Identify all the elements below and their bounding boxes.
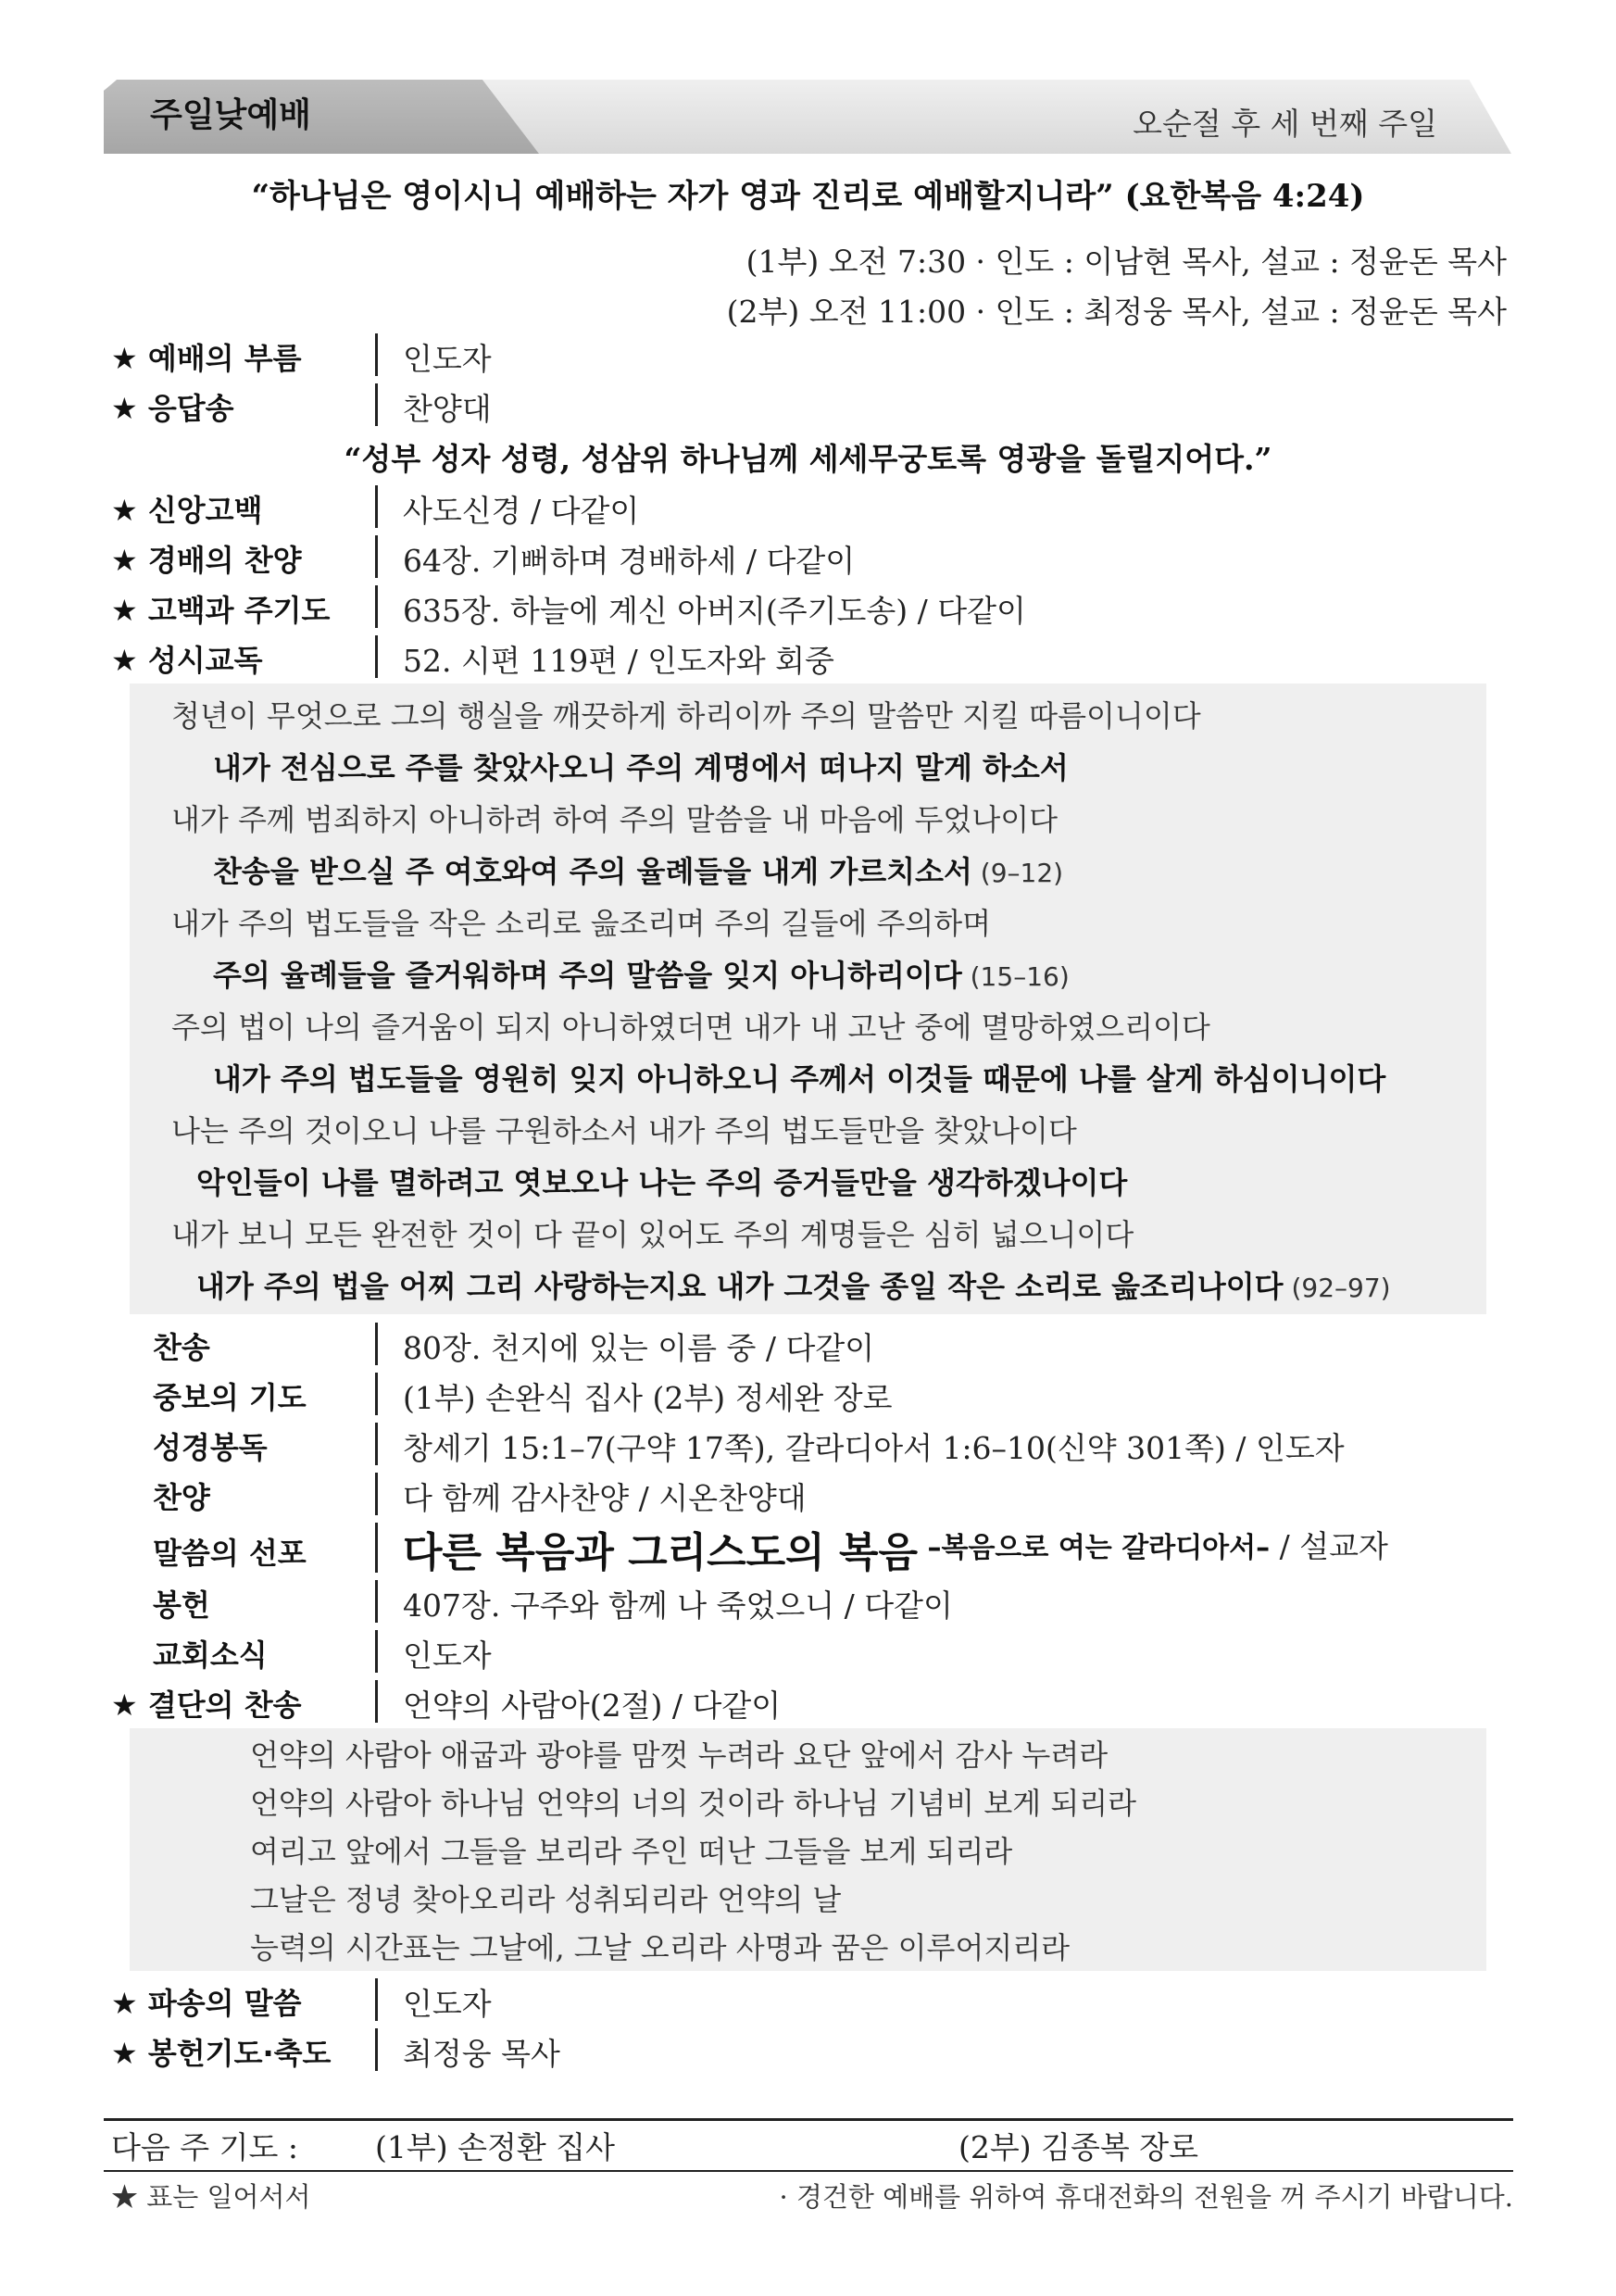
next-prayer-label: 다음 주 기도 : [111,2129,298,2165]
order-divider [375,1473,378,1515]
order-label: 말씀의 선포 [153,1536,307,1571]
sermon-by: / 설교자 [1270,1528,1388,1564]
order-label: ★ 신앙고백 [111,493,263,528]
verse-ref: (15–16) [961,961,1070,992]
reading-line: 내가 주께 범죄하지 아니하려 하여 주의 말씀을 내 마음에 두었나이다 [171,802,1059,837]
order-divider [375,1978,378,2021]
order-label: ★ 응답송 [111,391,234,426]
reading-line-response: 내가 주의 법도들을 영원히 잊지 아니하오니 주께서 이것들 때문에 나를 살게 하심이니이다 [213,1061,1386,1097]
order-content: 52. 시편 119편 / 인도자와 회중 [403,643,834,679]
order-label: 찬양 [153,1480,210,1515]
service-times [727,237,1507,337]
order-divider [375,1423,378,1465]
order-divider [375,1373,378,1415]
order-row [111,1626,1519,1676]
theme-verse: “하나님은 영이시니 예배하는 자가 영과 진리로 예배할지니라” (요한복음 4:24) [251,178,1365,215]
reading-line-response: 찬송을 받으실 주 여호와여 주의 율례들을 내게 가르치소서 (9–12) [213,854,1064,889]
order-end [111,1975,1519,2075]
reading-line-response: 악인들이 나를 멸하려고 엿보오나 나는 주의 증거들만을 생각하겠나이다 [196,1165,1128,1200]
next-prayer-2: (2부) 김종복 장로 [958,2129,1198,2165]
order-label: ★ 성시교독 [111,643,263,678]
responsive-reading [130,684,1486,1314]
order-divider [375,1523,378,1573]
order-content: 인도자 [403,1986,492,2022]
order-divider [375,585,378,628]
order-row [111,582,1519,632]
lyric-line: 언약의 사람아 애굽과 광야를 맘껏 누려라 요단 앞에서 감사 누려라 [250,1738,1109,1773]
order-row [111,1419,1519,1469]
reading-line-response: 내가 전심으로 주를 찾았사오니 주의 계명에서 떠나지 말게 하소서 [213,750,1069,785]
order-row [111,1369,1519,1419]
reading-line: 주의 법이 나의 즐거움이 되지 아니하였더면 내가 내 고난 중에 멸망하였으리이다 [171,1010,1210,1045]
order-content: 언약의 사람아(2절) / 다같이 [403,1687,782,1724]
order-content: 인도자 [403,1637,492,1674]
order-content: 최정웅 목사 [403,2036,560,2072]
service-subtitle: 오순절 후 세 번째 주일 [1133,106,1437,142]
order-divider [375,383,378,426]
doxology: “성부 성자 성령, 성삼위 하나님께 세세무궁토록 영광을 돌릴지어다.” [344,441,1272,477]
order-top [111,330,1519,430]
next-week-prayer [111,2124,1198,2167]
order-content: 다 함께 감사찬양 / 시온찬양대 [403,1480,807,1516]
order-row [111,330,1519,380]
verse-ref: (9–12) [971,858,1064,888]
lyric-line: 언약의 사람아 하나님 언약의 너의 것이라 하나님 기념비 보게 되리라 [250,1786,1137,1821]
order-label: 찬송 [153,1330,210,1365]
order-row [111,532,1519,582]
footer-rule-bottom [104,2170,1513,2172]
reading-line: 내가 주의 법도들을 작은 소리로 읊조리며 주의 길들에 주의하며 [171,906,992,941]
reading-line-response: 주의 율례들을 즐거워하며 주의 말씀을 잊지 아니하리이다 (15–16) [213,958,1070,993]
order-label: ★ 고백과 주기도 [111,593,331,628]
order-content: 찬양대 [403,391,492,427]
sermon-subtitle: –복음으로 여는 갈라디아서– [918,1532,1271,1564]
order-row [111,380,1519,430]
reading-line: 나는 주의 것이오니 나를 구원하소서 내가 주의 법도들만을 찾았나이다 [171,1113,1077,1148]
lyric-line: 능력의 시간표는 그날에, 그날 오리라 사명과 꿈은 이루어지리라 [250,1930,1071,1965]
order-mid [111,482,1519,682]
order-label: 교회소식 [153,1637,268,1673]
reading-line: 내가 보니 모든 완전한 것이 다 끝이 있어도 주의 계명들은 심히 넓으니이다 [171,1217,1134,1252]
order-divider [375,635,378,678]
next-prayer-1: (1부) 손정환 집사 [375,2129,615,2165]
order-label: ★ 예배의 부름 [111,341,302,376]
order-content: 64장. 기뻐하며 경배하세 / 다같이 [403,543,856,579]
bulletin-header [104,80,1511,154]
order-divider [375,1323,378,1365]
order-divider [375,2028,378,2071]
order-row [111,1469,1519,1519]
order-divider [375,485,378,528]
phone-note: · 경건한 예배를 위하여 휴대전화의 전원을 꺼 주시기 바랍니다. [779,2181,1513,2213]
sermon-row [111,1519,1519,1576]
verse-ref: (92–97) [1283,1273,1391,1303]
order-row [111,482,1519,532]
sermon-content [403,1519,1388,1578]
order-label: 중보의 기도 [153,1380,307,1415]
order-content: 80장. 천지에 있는 이름 중 / 다같이 [403,1330,875,1366]
order-divider [375,1630,378,1673]
order-label: 봉헌 [153,1587,210,1623]
sermon-title: 다른 복음과 그리스도의 복음 [403,1529,919,1576]
service-time-1: (1부) 오전 7:30 · 인도 : 이남현 목사, 설교 : 정윤돈 목사 [745,244,1507,280]
order-content: 창세기 15:1–7(구약 17쪽), 갈라디아서 1:6–10(신약 301쪽) / 인도자 [403,1430,1345,1466]
order-label: ★ 결단의 찬송 [111,1687,302,1723]
order-row [111,1319,1519,1369]
order-divider [375,1680,378,1723]
lyric-line: 여리고 앞에서 그들을 보리라 주인 떠난 그들을 보게 되리라 [250,1834,1013,1869]
footer-rule-top [104,2118,1513,2121]
order-divider [375,535,378,578]
order-content: 407장. 구주와 함께 나 죽었으니 / 다같이 [403,1587,953,1624]
reading-line: 청년이 무엇으로 그의 행실을 깨끗하게 하리이까 주의 말씀만 지킬 따름이니이다 [171,698,1201,734]
order-row [111,1975,1519,2025]
order-row [111,2025,1519,2075]
order-label: 성경봉독 [153,1430,268,1465]
service-time-2: (2부) 오전 11:00 · 인도 : 최정웅 목사, 설교 : 정윤돈 목사 [726,294,1507,330]
order-content: 사도신경 / 다같이 [403,493,640,529]
order-content: 635장. 하늘에 계신 아버지(주기도송) / 다같이 [403,593,1026,629]
hymn-lyrics [130,1728,1486,1971]
service-title: 주일낮예배 [150,96,311,134]
order-label: ★ 봉헌기도·축도 [111,2036,332,2071]
order-low [111,1319,1519,1726]
standing-note: ★ 표는 일어서서 [111,2181,311,2213]
order-row [111,1676,1519,1726]
order-row [111,632,1519,682]
reading-line-response: 내가 주의 법을 어찌 그리 사랑하는지요 내가 그것을 종일 작은 소리로 읊조리나이다 (92–97) [196,1269,1391,1304]
order-label: ★ 파송의 말씀 [111,1986,302,2021]
order-content: (1부) 손완식 집사 (2부) 정세완 장로 [403,1380,893,1416]
order-divider [375,333,378,376]
lyric-line: 그날은 정녕 찾아오리라 성취되리라 언약의 날 [250,1882,842,1917]
order-divider [375,1580,378,1623]
order-row [111,1576,1519,1626]
order-label: ★ 경배의 찬양 [111,543,302,578]
order-content: 인도자 [403,341,492,377]
